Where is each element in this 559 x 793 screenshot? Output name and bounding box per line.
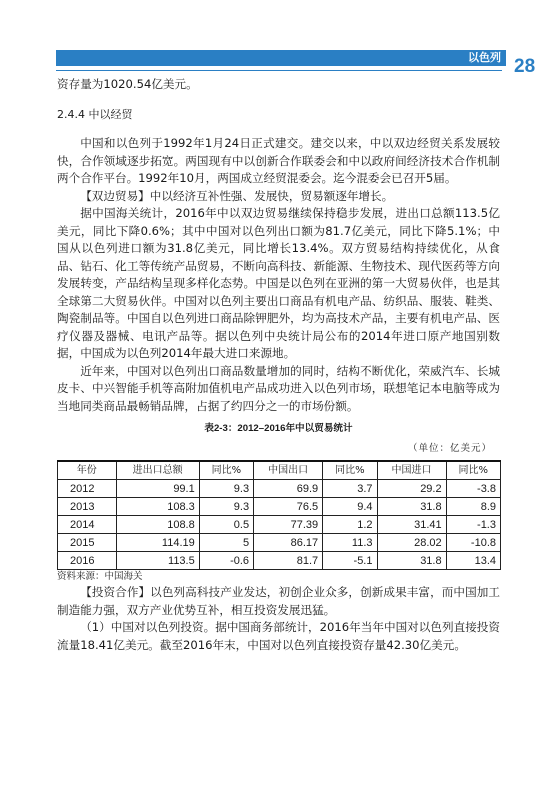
table-caption: 表2-3：2012–2016年中以贸易统计 — [204, 423, 353, 434]
paragraph-export-structure: 近年来，中国对以色列出口商品数量增加的同时，结构不断优化，荣威汽车、长城皮卡、中兴智能手机等高附加值机电产品成功进入以色列市场，联想笔记本电脑等成为当地同类商品最畅销品牌，占据了约四分之一的市场份额。 — [57, 363, 500, 413]
table-cell: 69.9 — [254, 480, 323, 498]
table-source: 资料来源：中国海关 — [57, 571, 143, 582]
table-cell: 113.5 — [116, 552, 199, 570]
table-cell: 0.5 — [199, 516, 253, 534]
table-cell: 3.7 — [323, 480, 377, 498]
table-cell: 2014 — [58, 516, 117, 534]
table-cell: 9.3 — [199, 480, 253, 498]
table-cell: 114.19 — [116, 534, 199, 552]
table-cell: 31.8 — [377, 552, 446, 570]
table-cell: -3.8 — [446, 480, 500, 498]
paragraph-continued: 资存量为1020.54亿美元。 — [57, 77, 198, 91]
running-header-label: 以色列 — [468, 51, 501, 64]
table-cell: 11.3 — [323, 534, 377, 552]
table-row — [58, 498, 501, 516]
table-cell: 9.4 — [323, 498, 377, 516]
table-row — [58, 534, 501, 552]
table-cell: 2012 — [58, 480, 117, 498]
table-cell: 9.3 — [199, 498, 253, 516]
paragraph-trade-statistics: 据中国海关统计，2016年中以双边贸易继续保持稳步发展，进出口总额113.5亿美元，同比下降0.6%；其中中国对以色列出口额为81.7亿美元，同比下降5.1%；中国从以色列进口额为31.8亿美元，同比增长13.4%。双方贸易结构持续优化，从食品、钻石、化工等传统产品贸易，不断向高科技、新能源、生物技术、现代医药等方向发展转变，产品结构呈现多样化态势。中国是以色列在亚洲的第一大贸易伙伴，也是其全球第二大贸易伙伴。中国对以色列主要出口商品有机电产品、纺织品、服装、鞋类、陶瓷制品等。中国自以色列进口商品除钾肥外，均为高技术产品，主要有机电产品、医疗仪器及器械、电讯产品等。据以色列中央统计局公布的2014年进口原产地国别数据，中国成为以色列2014年最大进口来源地。 — [57, 206, 500, 360]
table-row — [58, 480, 501, 498]
page-number: 28 — [514, 56, 536, 77]
table-cell: 2013 — [58, 498, 117, 516]
table-cell: 99.1 — [116, 480, 199, 498]
table-cell: 31.8 — [377, 498, 446, 516]
table-cell: 31.41 — [377, 516, 446, 534]
table-row — [58, 516, 501, 534]
trade-table — [57, 460, 501, 570]
column-header: 同比% — [199, 461, 253, 480]
column-header: 进出口总额 — [116, 461, 199, 480]
paragraph-bilateral-trade-heading: 【双边贸易】中以经济互补性强、发展快，贸易额逐年增长。 — [80, 188, 394, 203]
table-cell: -10.8 — [446, 534, 500, 552]
table-cell: 2015 — [58, 534, 117, 552]
column-header: 中国出口 — [254, 461, 323, 480]
table-cell: 108.3 — [116, 498, 199, 516]
table-cell: 29.2 — [377, 480, 446, 498]
table-row — [58, 552, 501, 570]
table-cell: 2016 — [58, 552, 117, 570]
table-cell: 86.17 — [254, 534, 323, 552]
paragraph-investment-heading: 【投资合作】以色列高科技产业发达，初创企业众多，创新成果丰富，而中国加工制造能力强，双方产业优势互补，相互投资发展迅猛。 — [57, 585, 500, 617]
paragraph-establishment: 中国和以色列于1992年1月24日正式建交。建交以来，中以双边经贸关系发展较快，合作领域逐步拓宽。两国现有中以创新合作联委会和中以政府间经济技术合作机制两个合作平台。1992年10月，两国成立经贸混委会。迄今混委会已召开5届。 — [57, 136, 500, 185]
page-content — [57, 76, 500, 654]
table-cell: 8.9 — [446, 498, 500, 516]
table-cell: 81.7 — [254, 552, 323, 570]
column-header: 中国进口 — [377, 461, 446, 480]
table-cell: 13.4 — [446, 552, 500, 570]
table-cell: -1.3 — [446, 516, 500, 534]
header-bar — [56, 50, 506, 66]
column-header: 年份 — [58, 461, 117, 480]
table-unit: （单位：亿美元） — [407, 442, 492, 454]
section-heading: 2.4.4 中以经贸 — [57, 107, 133, 121]
paragraph-investment-stats: （1）中国对以色列投资。据中国商务部统计，2016年当年中国对以色列直接投资流量18.41亿美元。截至2016年末，中国对以色列直接投资存量42.30亿美元。 — [57, 620, 500, 652]
table-cell: 5 — [199, 534, 253, 552]
column-header: 同比% — [446, 461, 500, 480]
table-cell: 1.2 — [323, 516, 377, 534]
table-header-row — [58, 461, 501, 480]
table-cell: 77.39 — [254, 516, 323, 534]
table-cell: 76.5 — [254, 498, 323, 516]
table-cell: 108.8 — [116, 516, 199, 534]
table-cell: 28.02 — [377, 534, 446, 552]
table-cell: -0.6 — [199, 552, 253, 570]
header-rule — [56, 70, 502, 71]
table-cell: -5.1 — [323, 552, 377, 570]
column-header: 同比% — [323, 461, 377, 480]
